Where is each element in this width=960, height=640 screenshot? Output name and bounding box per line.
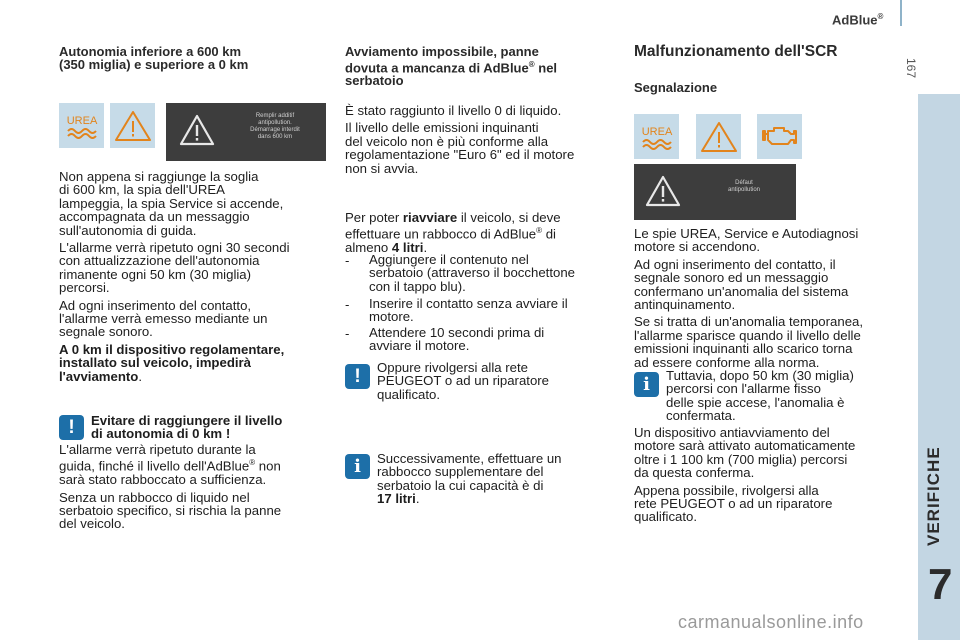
text-line: con attualizzazione dell'autonomia	[59, 253, 260, 269]
col2-heading	[345, 45, 615, 87]
bold-run: riavviare	[402, 210, 458, 225]
chapter-sidebar	[918, 94, 960, 640]
text-line: motore sarà attivato automaticamente	[634, 438, 856, 454]
text-run: il veicolo, si deve	[457, 210, 561, 225]
text-line: con il tappo blu).	[369, 278, 466, 294]
text-line: ad essere conforme alla norma.	[634, 354, 820, 370]
text-line: Evitare di raggiungere il livello	[91, 413, 283, 428]
text-line: installato sul veicolo, impedirà	[59, 355, 252, 371]
text-line: Appena possibile, rivolgersi alla	[634, 482, 819, 498]
service-warning-tile	[110, 103, 155, 148]
text-line: serbatoio la cui capacità è di	[377, 477, 544, 493]
text-line: Oppure rivolgersi alla rete	[377, 360, 528, 375]
warning-icon: !	[345, 364, 370, 389]
text-line	[59, 456, 331, 473]
text-line: Successivamente, effettuare un	[377, 451, 562, 466]
text-line: L'allarme verrà ripetuto durante la	[59, 442, 256, 457]
col2-refill	[345, 211, 620, 255]
running-header	[832, 12, 883, 27]
urea-indicator-tile	[634, 114, 679, 159]
text-run: di	[542, 226, 556, 242]
text-line: serbatoio (attraverso il bocchettone	[369, 265, 575, 281]
warning-triangle-icon	[699, 119, 739, 155]
text-line: segnale sonoro ed un messaggio	[634, 270, 829, 286]
heading-run: nel	[534, 60, 558, 76]
bold-run: 17 litri	[377, 491, 416, 507]
text-line	[59, 370, 329, 383]
text-line: L'allarme verrà ripetuto ogni 30 secondi	[59, 240, 290, 256]
registered-mark: ®	[536, 226, 543, 236]
text-line: Le spie UREA, Service e Autodiagnosi	[634, 226, 859, 241]
info-icon: i	[634, 372, 659, 397]
col2-body	[345, 104, 620, 175]
text-line	[377, 492, 617, 505]
heading-line	[345, 58, 615, 74]
text-line: Se si tratta di un'anomalia temporanea,	[634, 314, 864, 330]
text-line: lampeggia, la spia Service si accende,	[59, 195, 284, 211]
display-line: antipollution.	[258, 120, 292, 126]
text-line: Ad ogni inserimento del contatto,	[59, 297, 252, 313]
col3-body-lower	[634, 426, 909, 524]
header-title-sup: ®	[877, 12, 884, 21]
section-title: Malfunzionamento dell'SCR	[634, 43, 838, 60]
text-line: Ad ogni inserimento del contatto, il	[634, 256, 836, 272]
service-warning-tile	[696, 114, 741, 159]
text-line: Attendere 10 secondi prima di	[369, 325, 545, 340]
urea-icon	[637, 120, 677, 154]
engine-check-icon	[760, 121, 800, 153]
heading-run: dovuta a mancanza di AdBlue	[345, 60, 529, 76]
text-line: A 0 km il dispositivo regolamentare,	[59, 341, 285, 357]
text-line: Aggiungere il contenuto nel	[369, 252, 529, 267]
warning-title	[91, 414, 331, 441]
display-message-panel	[634, 164, 796, 220]
text-line: delle spie accese, l'anomalia è	[666, 394, 845, 410]
registered-mark: ®	[528, 60, 535, 69]
urea-indicator-tile	[59, 103, 104, 148]
text-line: del veicolo.	[59, 516, 125, 532]
text-line: serbatoio specifico, si rischia la panne	[59, 503, 282, 519]
display-message-text	[696, 180, 792, 194]
page-number: 167	[904, 58, 918, 79]
urea-icon	[62, 109, 102, 143]
text-line: motore.	[369, 309, 414, 325]
text-line: Senza un rabbocco di liquido nel	[59, 489, 250, 505]
text-run: Per poter	[345, 210, 403, 225]
text-line: avviare il motore.	[369, 338, 470, 354]
bullet-mark: -	[345, 326, 350, 341]
urea-icon-text: UREA	[641, 125, 672, 138]
display-line: Démarrage interdit	[250, 127, 300, 133]
display-message-panel	[166, 103, 326, 161]
display-line: Remplir additif	[255, 113, 295, 119]
text-line: di 600 km, la spia dell'UREA	[59, 182, 225, 198]
heading-line: Avviamento impossibile, panne	[345, 44, 539, 59]
text-line: Inserire il contatto senza avviare il	[369, 296, 568, 311]
text-line: motore si accendono.	[634, 239, 761, 255]
col1-body	[59, 170, 329, 383]
text-line: Un dispositivo antiavviamento del	[634, 425, 830, 440]
text-line: qualificato.	[377, 386, 441, 402]
text-line: È stato raggiunto il livello 0 di liquido.	[345, 103, 562, 118]
text-line: Tuttavia, dopo 50 km (30 miglia)	[666, 368, 854, 383]
display-line: Défaut	[735, 180, 753, 186]
text-line: sarà stato rabboccato a sufficienza.	[59, 472, 267, 488]
text-line: Il livello delle emissioni inquinanti	[345, 120, 539, 136]
text-line: confermata.	[666, 408, 736, 424]
text-line: confermano un'anomalia del sistema	[634, 283, 849, 299]
header-divider	[900, 0, 902, 26]
heading-line: serbatoio	[345, 73, 404, 89]
warning-note	[377, 361, 617, 401]
text-run: non	[255, 458, 281, 474]
col1-heading-line1: Autonomia inferiore a 600 km	[59, 44, 242, 59]
text-line: sull'autonomia di guida.	[59, 222, 197, 238]
bold-run: 4 litri	[391, 240, 424, 256]
text-line	[345, 211, 620, 224]
info-note	[377, 452, 617, 506]
warning-triangle-icon	[113, 108, 153, 144]
text-line: qualificato.	[634, 509, 698, 525]
display-message-text	[228, 113, 322, 141]
text-run: effettuare un rabbocco di AdBlue	[345, 226, 537, 242]
text-run: .	[415, 491, 420, 507]
text-run: guida, finché il livello dell'AdBlue	[59, 458, 250, 474]
header-title: AdBlue	[832, 12, 878, 28]
text-line: percorsi.	[59, 280, 110, 296]
text-run: .	[423, 240, 428, 256]
text-line: segnale sonoro.	[59, 324, 153, 340]
bold-run: l'avviamento	[59, 368, 139, 384]
chapter-label: VERIFICHE	[924, 446, 943, 546]
text-line: l'allarme sparisce quando il livello delle	[634, 327, 861, 343]
text-line: l'allarme verrà emesso mediante un	[59, 311, 268, 327]
bullet-item	[369, 297, 624, 324]
warning-icon: !	[59, 415, 84, 440]
display-line: antipollution	[727, 187, 761, 193]
text-line: antinquinamento.	[634, 297, 736, 313]
text-line: da questa conferma.	[634, 465, 755, 481]
text-line: del veicolo non è più conforme alla	[345, 133, 549, 149]
text-line: non si avvia.	[345, 160, 419, 176]
text-line: rabbocco supplementare del	[377, 464, 544, 480]
registered-mark: ®	[249, 458, 256, 468]
text-line	[345, 224, 620, 241]
engine-diagnosis-tile	[757, 114, 802, 159]
info-icon: i	[345, 454, 370, 479]
bullet-item	[369, 253, 624, 293]
display-line: dans 600 km	[257, 134, 293, 140]
info-note	[666, 369, 906, 423]
subsection-title: Segnalazione	[634, 80, 718, 95]
text-line: PEUGEOT o ad un riparatore	[377, 373, 550, 389]
col1-body-lower	[59, 443, 331, 531]
warning-triangle-icon	[644, 174, 682, 208]
text-line: di autonomia di 0 km !	[91, 426, 231, 442]
text-line: emissioni inquinanti allo scarico torna	[634, 341, 853, 357]
bullet-mark: -	[345, 253, 350, 268]
text-line: rimanente ogni 50 km (30 miglia)	[59, 266, 252, 282]
text-line: percorsi con l'allarme fisso	[666, 381, 821, 397]
text-run: almeno	[345, 240, 392, 256]
warning-triangle-icon	[178, 113, 216, 147]
text-line: Non appena si raggiunge la soglia	[59, 169, 259, 184]
text-line: regolamentazione "Euro 6" ed il motore	[345, 147, 575, 163]
col1-heading	[59, 45, 248, 71]
text-line: oltre i 1 100 km (700 miglia) percorsi	[634, 451, 848, 467]
watermark: carmanualsonline.info	[678, 612, 864, 632]
text-run: .	[138, 368, 143, 384]
text-line: accompagnata da un messaggio	[59, 209, 250, 225]
bullet-mark: -	[345, 297, 350, 312]
bullet-item	[369, 326, 624, 353]
col3-body	[634, 227, 909, 369]
col1-heading-line2: (350 miglia) e superiore a 0 km	[59, 57, 249, 72]
text-line: rete PEUGEOT o ad un riparatore	[634, 496, 833, 512]
chapter-number: 7	[928, 560, 953, 609]
urea-icon-text: UREA	[66, 114, 97, 127]
